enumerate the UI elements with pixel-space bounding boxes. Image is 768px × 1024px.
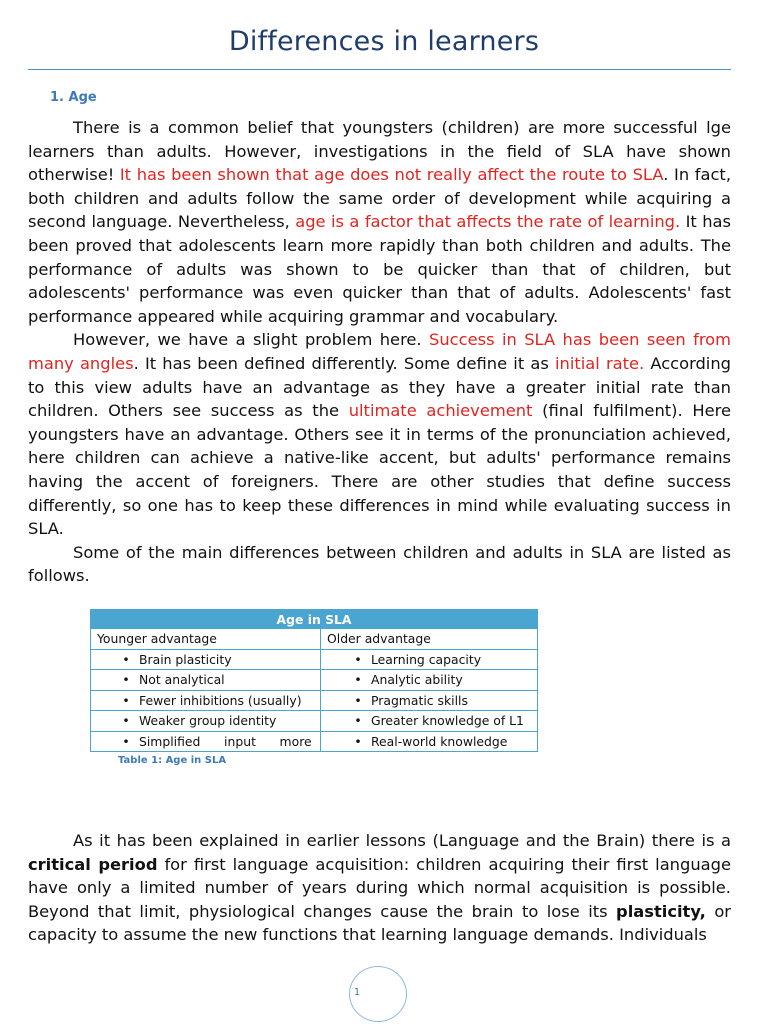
bold-term: critical period xyxy=(28,854,158,874)
bullet-icon: • xyxy=(122,692,130,708)
highlighted-text: It has been shown that age does not really affect the route to SLA xyxy=(119,165,664,185)
paragraph-3: Some of the main differences between children and adults in SLA are listed as follows. xyxy=(28,542,731,586)
text-run: for first language acquisition: children acquiring their first language have only a limited number of years during which normal acquisition is possible. Beyond that limit, physiological changes cause the brain to lose its xyxy=(28,854,731,921)
bullet-icon: • xyxy=(122,672,130,688)
page-number-circle xyxy=(349,966,407,1022)
document-title: Differences in learners xyxy=(228,26,540,57)
bullet-icon: • xyxy=(354,672,362,688)
older-cell xyxy=(321,649,538,670)
older-advantage-text: Greater knowledge of L1 xyxy=(371,713,524,729)
older-cell xyxy=(321,711,538,732)
paragraph-1 xyxy=(28,116,731,328)
younger-advantage-text: Brain plasticity xyxy=(139,651,232,667)
younger-advantage-text: Weaker group identity xyxy=(139,713,277,729)
text-run: As it has been explained in earlier lessons (Language and the Brain) there is a xyxy=(73,831,731,850)
text-run: It has been proved that adolescents learn more rapidly than both children and adults. The performance of adults was shown to be quicker than that of children, but adolescents' performance was even quicker than that of adults. Adolescents' fast performance appeared while acquiring grammar and vocabulary. xyxy=(28,212,732,326)
older-advantage-text: Learning capacity xyxy=(371,651,482,667)
table-row xyxy=(91,690,538,711)
body-text-lower xyxy=(28,829,731,947)
table-header-row xyxy=(91,629,538,650)
table-caption-row xyxy=(91,610,538,629)
table-row xyxy=(91,711,538,732)
section-heading: 1. Age xyxy=(50,90,97,105)
text-run: . In fact, both children and adults follow the same order of development while acquiring a second language. Nevertheless, xyxy=(28,165,731,232)
age-in-sla-table xyxy=(90,609,538,752)
older-cell xyxy=(321,731,538,752)
text-run: . It has been defined differently. Some define it as xyxy=(133,353,555,373)
bullet-icon: • xyxy=(122,713,130,729)
older-cell xyxy=(321,690,538,711)
column-header-younger: Younger advantage xyxy=(91,629,321,650)
highlighted-text: ultimate achievement xyxy=(348,401,533,421)
table-label: Table 1: Age in SLA xyxy=(118,755,227,766)
older-advantage-text: Analytic ability xyxy=(371,672,463,688)
younger-cell xyxy=(91,670,321,691)
table-row xyxy=(91,649,538,670)
younger-cell xyxy=(91,690,321,711)
table-row xyxy=(91,731,538,752)
bullet-icon: • xyxy=(122,651,130,667)
younger-cell xyxy=(91,711,321,732)
highlighted-text: age is a factor that affects the rate of learning. xyxy=(295,212,681,232)
older-advantage-text: Pragmatic skills xyxy=(371,692,468,708)
bullet-icon: • xyxy=(122,733,130,749)
paragraph-2 xyxy=(28,328,731,540)
page-number: 1 xyxy=(353,987,361,998)
body-text-upper xyxy=(28,116,731,588)
table-row xyxy=(91,670,538,691)
younger-cell xyxy=(91,731,321,752)
bullet-icon: • xyxy=(354,733,362,749)
younger-advantage-text: Not analytical xyxy=(139,672,225,688)
paragraph-4 xyxy=(28,829,731,947)
bullet-icon: • xyxy=(354,651,362,667)
text-run: There is a common belief that youngsters (children) are more successful lge learners than adults. However, investigations in the field of SLA have shown otherwise! xyxy=(28,118,731,185)
text-run: According to this view adults have an advantage as they have a greater initial rate than children. Others see success as the xyxy=(28,353,731,421)
younger-advantage-text: Fewer inhibitions (usually) xyxy=(139,692,302,708)
younger-cell xyxy=(91,649,321,670)
younger-advantage-text: Simplified input more xyxy=(139,733,312,749)
bullet-icon: • xyxy=(354,713,362,729)
table-caption: Age in SLA xyxy=(91,610,538,629)
bullet-icon: • xyxy=(354,692,362,708)
column-header-older: Older advantage xyxy=(321,629,538,650)
text-run: (final fulfilment). Here youngsters have an advantage. Others see it in terms of the pronunciation achieved, here children can achieve a native-like accent, but adults' performance remains having the accent of foreigners. There are other studies that define success differently, so one has to keep these differences in mind while evaluating success in SLA. xyxy=(28,401,731,539)
text-run: or capacity to assume the new functions that learning language demands. Individuals xyxy=(28,901,731,945)
text-run: However, we have a slight problem here. xyxy=(73,330,430,350)
older-advantage-text: Real-world knowledge xyxy=(371,733,508,749)
older-cell xyxy=(321,670,538,691)
bold-term: plasticity, xyxy=(616,901,706,921)
title-underline xyxy=(28,69,731,70)
highlighted-text: Success in SLA has been seen from many angles xyxy=(28,330,731,373)
highlighted-text: initial rate. xyxy=(555,353,645,373)
